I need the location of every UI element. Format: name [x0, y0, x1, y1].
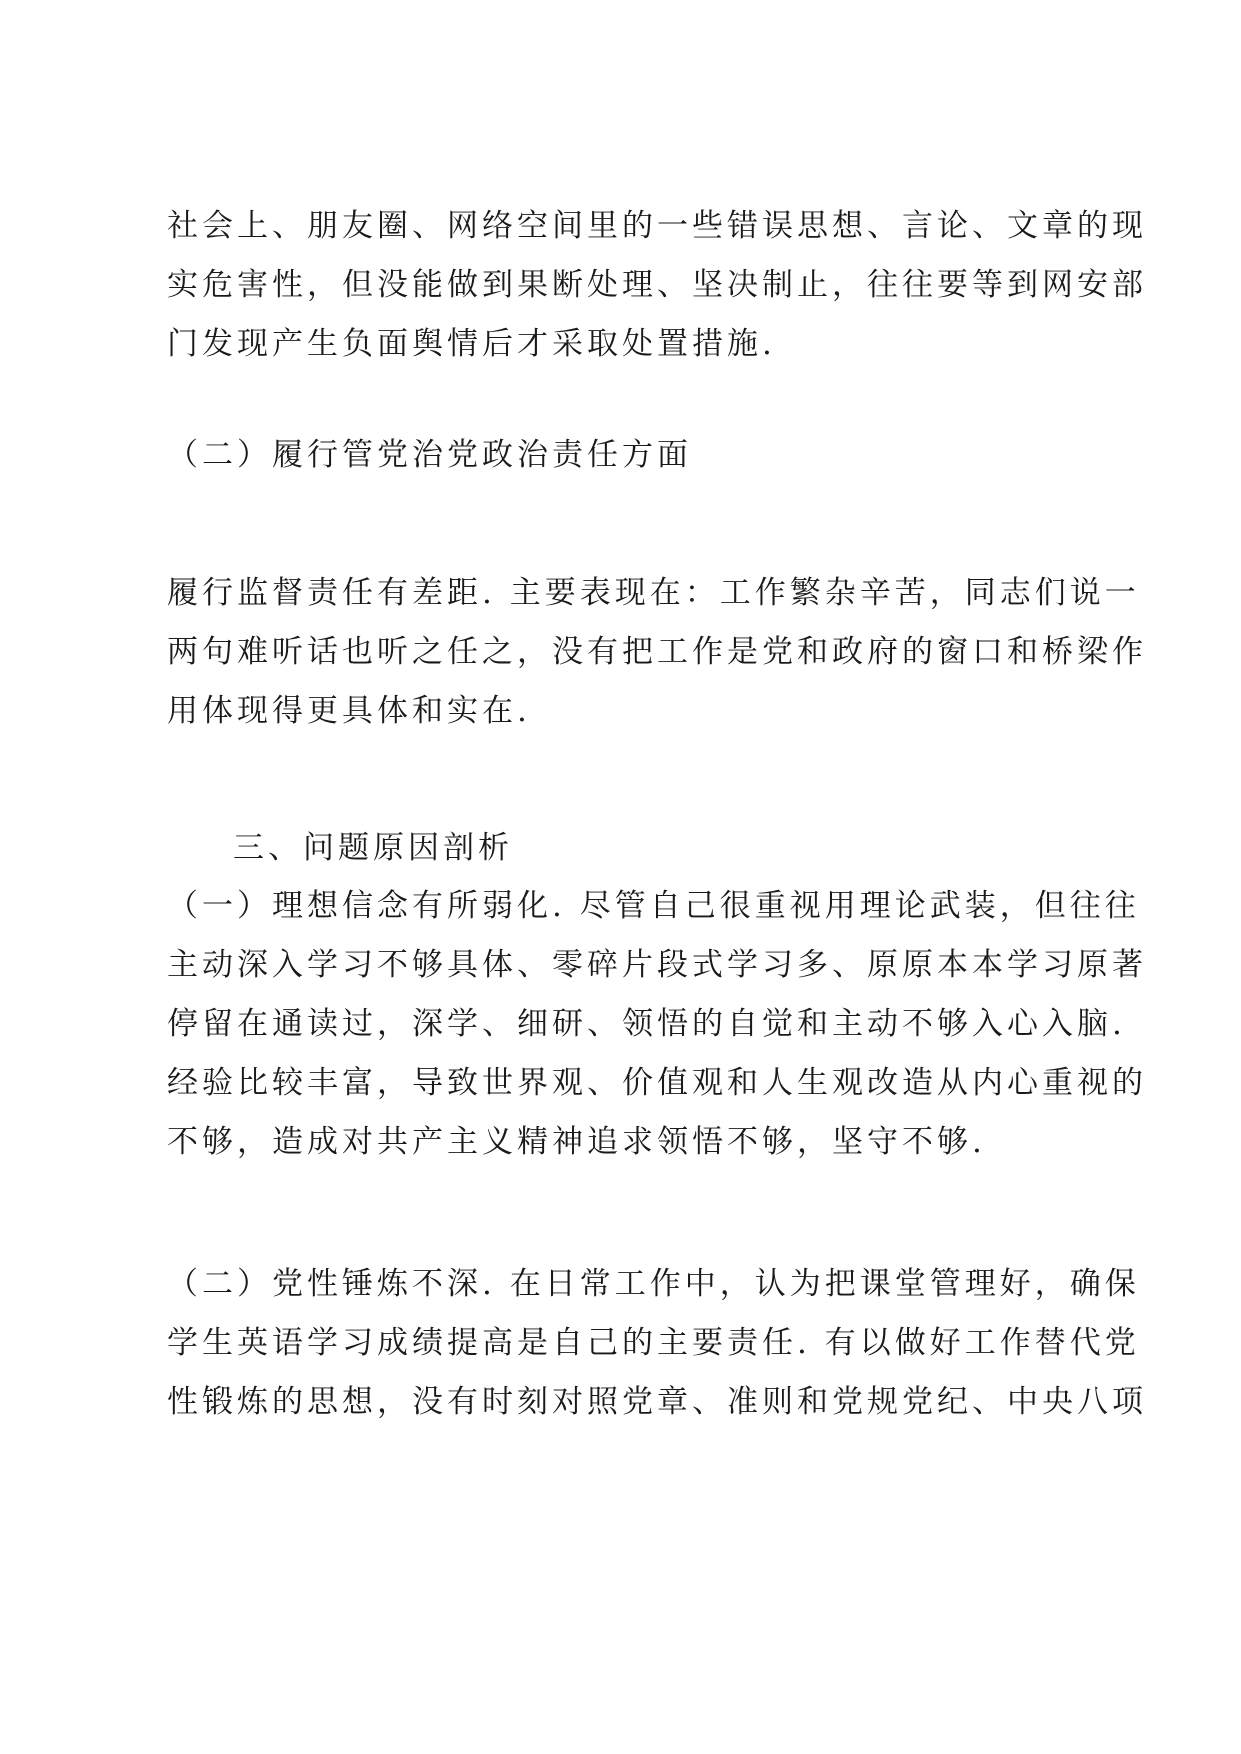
paragraph-line: 学生英语学习成绩提高是自己的主要责任. 有以做好工作替代党 [167, 1325, 1140, 1361]
paragraph-line: 性锻炼的思想，没有时刻对照党章、准则和党规党纪、中央八项 [167, 1384, 1147, 1420]
paragraph-line: 履行监督责任有差距. 主要表现在：工作繁杂辛苦，同志们说一 [167, 575, 1140, 611]
paragraph-line: 两句难听话也听之任之，没有把工作是党和政府的窗口和桥梁作 [167, 634, 1147, 670]
paragraph-line: 停留在通读过，深学、细研、领悟的自觉和主动不够入心入脑. [167, 1006, 1126, 1042]
paragraph-line: 实危害性，但没能做到果断处理、坚决制止，往往要等到网安部 [167, 267, 1147, 303]
section-heading: 三、问题原因剖析 [233, 830, 513, 866]
paragraph-line: （二）党性锤炼不深. 在日常工作中，认为把课堂管理好，确保 [167, 1266, 1140, 1302]
paragraph-line: 社会上、朋友圈、网络空间里的一些错误思想、言论、文章的现 [167, 208, 1147, 244]
paragraph-line: 经验比较丰富，导致世界观、价值观和人生观改造从内心重视的 [167, 1065, 1147, 1101]
section-heading: （二）履行管党治党政治责任方面 [167, 437, 692, 473]
paragraph-line: （一）理想信念有所弱化. 尽管自己很重视用理论武装，但往往 [167, 888, 1140, 924]
paragraph-line: 门发现产生负面舆情后才采取处置措施. [167, 326, 776, 362]
paragraph-line: 用体现得更具体和实在. [167, 693, 531, 729]
paragraph-line: 主动深入学习不够具体、零碎片段式学习多、原原本本学习原著 [167, 947, 1147, 983]
paragraph-line: 不够，造成对共产主义精神追求领悟不够，坚守不够. [167, 1124, 986, 1160]
